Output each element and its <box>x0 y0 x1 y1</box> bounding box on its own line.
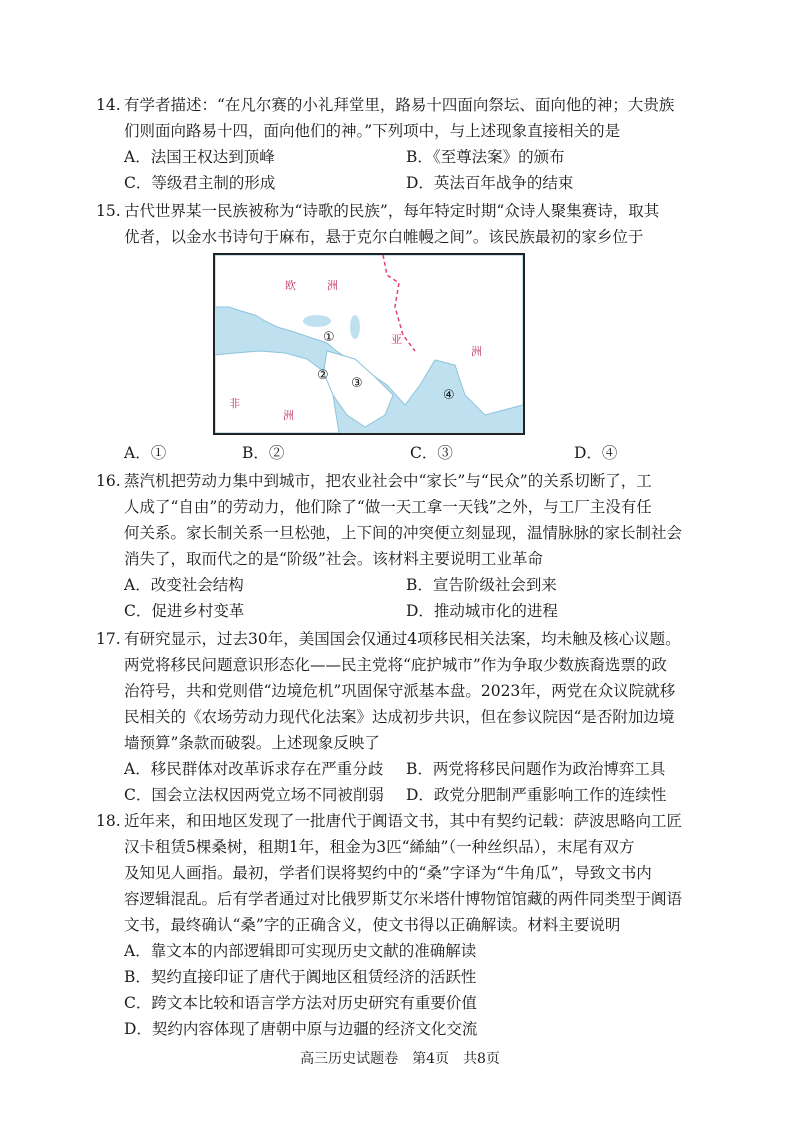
option-d[interactable]: D．政党分肥制严重影响工作的连续性 <box>406 786 667 804</box>
question-number: 15. <box>96 202 121 220</box>
question-15-options <box>96 440 708 466</box>
question-number: 18. <box>96 812 121 830</box>
question-text-line: 墙预算”条款而破裂。上述现象反映了 <box>124 734 380 752</box>
marker-2: ② <box>317 368 329 383</box>
option-d[interactable]: D．契约内容体现了唐朝中原与边疆的经济文化交流 <box>124 1020 478 1038</box>
option-d[interactable]: D．英法百年战争的结束 <box>406 174 574 192</box>
label-zhou-3: 洲 <box>283 409 294 422</box>
label-fei: 非 <box>229 397 240 410</box>
page-footer: 高三历史试题卷 第4页 共8页 <box>300 1051 500 1067</box>
question-text-line: 及知见人画指。最初，学者们误将契约中的“桑”字译为“牛角瓜”，导致文书内 <box>124 864 652 882</box>
question-text-line: 蒸汽机把劳动力集中到城市，把农业社会中“家长”与“民众”的关系切断了，工 <box>124 472 652 490</box>
question-text-line: 人成了“自由”的劳动力，他们除了“做一天工拿一天钱”之外，与工厂主没有任 <box>124 498 652 516</box>
question-text-line: 容逻辑混乱。后有学者通过对比俄罗斯艾尔米塔什博物馆馆藏的两件同类型于阗语 <box>124 890 683 908</box>
label-zhou-1: 洲 <box>327 279 338 292</box>
option-d[interactable]: D．推动城市化的进程 <box>406 602 558 620</box>
question-text-line: 汉卡租赁5棵桑树，租期1年，租金为3匹“絺紬”（一种丝织品），末尾有双方 <box>124 838 635 856</box>
option-a[interactable]: A．移民群体对改革诉求存在严重分歧 <box>124 760 384 778</box>
question-text-line: 文书，最终确认“桑”字的正确含义，使文书得以正确解读。材料主要说明 <box>124 916 621 934</box>
option-a[interactable]: A．靠文本的内部逻辑即可实现历史文献的准确解读 <box>124 942 477 960</box>
question-16 <box>96 468 708 624</box>
marker-3: ③ <box>351 376 363 391</box>
option-c[interactable]: C．跨文本比较和语言学方法对历史研究有重要价值 <box>124 994 477 1012</box>
question-text-line: 有研究显示，过去30年，美国国会仅通过4项移民相关法案，均未触及核心议题。 <box>124 630 681 648</box>
option-a[interactable]: A．改变社会结构 <box>124 576 244 594</box>
question-text-line: 何关系。家长制关系一旦松弛，上下间的冲突便立刻显现，温情脉脉的家长制社会 <box>124 524 683 542</box>
region-map <box>213 253 525 435</box>
marker-4: ④ <box>443 388 455 403</box>
option-a[interactable]: A．① <box>124 444 167 462</box>
question-text-line: 优者，以金水书诗句于麻布，悬于克尔白帷幔之间”。该民族最初的家乡位于 <box>124 228 644 246</box>
marker-1: ① <box>323 330 335 345</box>
question-text-line: 消失了，取而代之的是“阶级”社会。该材料主要说明工业革命 <box>124 550 543 568</box>
question-15 <box>96 198 708 250</box>
question-text-line: 两党将移民问题意识形态化——民主党将“庇护城市”作为争取少数族裔选票的政 <box>124 656 667 674</box>
question-text-line: 们则面向路易十四，面向他们的神。”下列项中，与上述现象直接相关的是 <box>124 122 621 140</box>
question-text-line: 民相关的《农场劳动力现代化法案》达成初步共识，但在参议院因“是否附加边境 <box>124 708 675 726</box>
option-b[interactable]: B．契约直接印证了唐代于阗地区租赁经济的活跃性 <box>124 968 477 986</box>
option-c[interactable]: C．等级君主制的形成 <box>124 174 276 192</box>
question-17 <box>96 626 708 808</box>
option-c[interactable]: C．国会立法权因两党立场不同被削弱 <box>124 786 384 804</box>
map-drawing <box>215 255 523 433</box>
option-b[interactable]: B．② <box>242 444 285 462</box>
black-sea <box>303 315 331 327</box>
question-text-line: 近年来，和田地区发现了一批唐代于阗语文书，其中有契约记载：萨波思略向工匠 <box>124 812 683 830</box>
option-c[interactable]: C．③ <box>410 444 453 462</box>
label-ya: 亚 <box>391 333 402 346</box>
question-18 <box>96 808 708 1042</box>
question-text-line: 有学者描述：“在凡尔赛的小礼拜堂里，路易十四面向祭坛、面向他的神；大贵族 <box>124 96 675 114</box>
question-14 <box>96 92 708 196</box>
question-number: 14. <box>96 96 121 114</box>
caspian-sea <box>350 315 360 339</box>
question-number: 16. <box>96 472 121 490</box>
option-c[interactable]: C．促进乡村变革 <box>124 602 245 620</box>
label-ou: 欧 <box>285 279 296 292</box>
question-number: 17. <box>96 630 121 648</box>
option-a[interactable]: A．法国王权达到顶峰 <box>124 148 275 166</box>
question-text-line: 古代世界某一民族被称为“诗歌的民族”，每年特定时期“众诗人聚集赛诗，取其 <box>124 202 660 220</box>
option-b[interactable]: B．两党将移民问题作为政治博弈工具 <box>406 760 666 778</box>
option-b[interactable]: B．《至尊法案》的颁布 <box>406 148 565 166</box>
label-zhou-2: 洲 <box>471 345 482 358</box>
question-text-line: 治符号，共和党则借“边境危机”巩固保守派基本盘。2023年，两党在众议院就移 <box>124 682 676 700</box>
option-d[interactable]: D．④ <box>574 444 618 462</box>
option-b[interactable]: B．宣告阶级社会到来 <box>406 576 557 594</box>
